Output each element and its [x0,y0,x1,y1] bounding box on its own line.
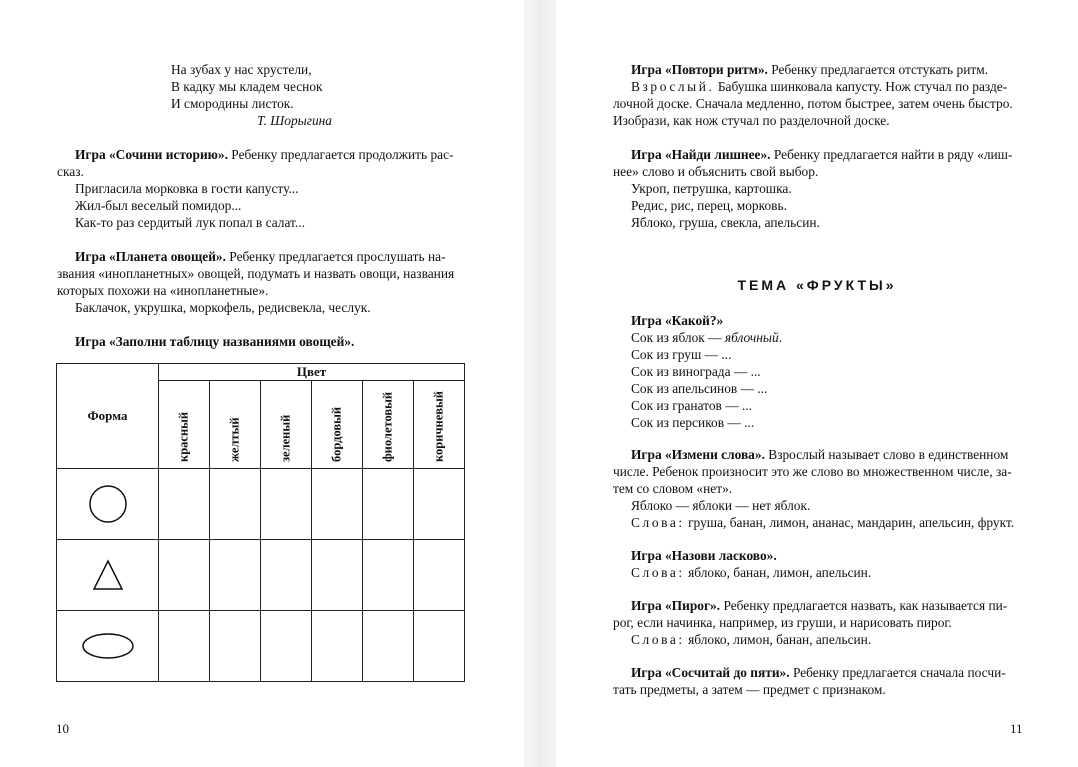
table-cell[interactable] [159,611,210,682]
triangle-icon [91,558,125,592]
color-label: красный [176,411,191,462]
example-line: Жил-был веселый помидор... [75,198,242,213]
example-line: Пригласила морковка в гости капусту... [75,181,299,196]
game-text: Ребенку предлагается продолжить рас- [227,147,454,162]
table-cell[interactable] [261,611,312,682]
table-cell[interactable] [414,540,465,611]
color-label: бордовый [329,406,344,462]
words-line [631,514,1014,531]
poem-line: На зубах у нас хрустели, [171,62,312,77]
game-text: Взрослый называет слово в единственном [764,447,1009,462]
game-title: Игра «Повтори ритм». [631,62,768,77]
example-line: Сок из груш — ... [631,347,732,362]
book-spine [524,0,556,767]
table-cell[interactable] [210,611,261,682]
game-text: Ребенку предлагается прослушать на- [225,249,446,264]
game-text: числе. Ребенок произносит это же слово во множественном числе, за- [613,464,1012,479]
game-title: Игра «Сосчитай до пяти». [631,665,790,680]
game-text: лочной доске. Сначала медленно, потом быстрее, затем очень быстро. [613,96,1013,111]
table-cell[interactable] [210,469,261,540]
color-column-header [159,381,210,469]
table-cell[interactable] [312,540,363,611]
color-label: желтый [227,417,242,462]
game-text: Ребенку предлагается сначала посчи- [789,665,1006,680]
table-cell[interactable] [159,469,210,540]
words-list: яблоко, лимон, банан, апельсин. [684,632,872,647]
table-cell[interactable] [363,611,414,682]
words-line [631,564,871,581]
game-paragraph [631,664,1006,681]
words-line [631,631,871,648]
form-header: Форма [57,364,159,469]
example-line: Редис, рис, перец, морковь. [631,198,787,213]
game-text: звания «инопланетных» овощей, подумать и назвать овощи, названия [57,266,455,281]
example-line: Сок из апельсинов — ... [631,381,768,396]
game-paragraph [631,61,988,78]
poem-line: И смородины листок. [171,96,294,111]
words-list: яблоко, банан, лимон, апельсин. [684,565,872,580]
table-cell[interactable] [159,540,210,611]
game-paragraph [631,146,1012,163]
game-paragraph [631,78,1007,95]
game-paragraph [631,446,1008,463]
game-paragraph [75,146,453,163]
example-line: Баклачок, укрушка, моркофель, редисвекла, чеслук. [75,300,371,315]
game-text: Ребенку предлагается найти в ряду «лиш- [770,147,1013,162]
circle-icon [88,484,128,524]
table-cell[interactable] [312,469,363,540]
example-line: Яблоко, груша, свекла, апельсин. [631,215,820,230]
shape-cell [57,611,159,682]
example-line: Как-то раз сердитый лук попал в салат... [75,215,305,230]
table-cell[interactable] [210,540,261,611]
game-text: Бабушка шинковала капусту. Нож стучал по разде- [714,79,1008,94]
color-column-header [414,381,465,469]
game-title: Игра «Сочини историю». [75,147,228,162]
words-label: Слова: [631,632,685,647]
game-title: Игра «Какой?» [631,313,724,328]
page-number: 10 [56,721,69,736]
table-row [57,540,465,611]
fill-in-table [56,363,465,682]
game-title: Игра «Планета овощей». [75,249,226,264]
color-header: Цвет [159,364,465,381]
table-cell[interactable] [363,469,414,540]
color-label: коричневый [431,391,446,462]
color-column-header [312,381,363,469]
game-title: Игра «Заполни таблицу названиями овощей». [75,334,355,349]
game-text: Ребенку предлагается назвать, как называется пи- [720,598,1008,613]
game-text: тать предметы, а затем — предмет с признаком. [613,682,886,697]
game-text: рог, если начинка, например, из груши, и нарисовать пирог. [613,615,952,630]
table-cell[interactable] [363,540,414,611]
example-line: Укроп, петрушка, картошка. [631,181,792,196]
game-title: Игра «Найди лишнее». [631,147,771,162]
table-cell[interactable] [414,469,465,540]
example-line: Сок из винограда — ... [631,364,761,379]
game-text: тем со словом «нет». [613,481,733,496]
game-title: Игра «Пирог». [631,598,721,613]
color-column-header [210,381,261,469]
shape-cell [57,540,159,611]
color-label: фиолетовый [380,391,395,462]
table-cell[interactable] [312,611,363,682]
game-text: нее» слово и объяснить свой выбор. [613,164,819,179]
adult-label: Взрослый. [631,79,715,94]
game-text: сказ. [57,164,84,179]
words-list: груша, банан, лимон, ананас, мандарин, апельсин, фрукт. [684,515,1015,530]
left-page [0,0,524,767]
game-text: Ребенку предлагается отстукать ритм. [767,62,989,77]
page-number: 11 [1010,721,1023,736]
punctuation: . [778,330,783,345]
words-label: Слова: [631,515,685,530]
example-text: Сок из яблок — [631,330,725,345]
game-title: Игра «Назови ласково». [631,548,777,563]
color-column-header [363,381,414,469]
table-cell[interactable] [261,469,312,540]
example-line: Сок из гранатов — ... [631,398,752,413]
game-text: Изобрази, как нож стучал по разделочной доске. [613,113,890,128]
color-column-header [261,381,312,469]
shape-cell [57,469,159,540]
game-paragraph [75,248,446,265]
section-title: ТЕМА «ФРУКТЫ» [737,277,897,293]
table-cell[interactable] [414,611,465,682]
ellipse-icon [81,631,135,661]
game-title: Игра «Измени слова». [631,447,765,462]
game-paragraph [631,597,1007,614]
game-text: которых похожи на «инопланетные». [57,283,269,298]
table-cell[interactable] [261,540,312,611]
example-line: Яблоко — яблоки — нет яблок. [631,498,811,513]
example-line: Сок из персиков — ... [631,415,755,430]
poem-author: Т. Шорыгина [257,113,332,128]
poem-line: В кадку мы кладем чеснок [171,79,323,94]
color-label: зеленый [278,414,293,462]
example-answer: яблочный [724,330,779,345]
right-page [556,0,1078,767]
table-row [57,611,465,682]
table-row [57,469,465,540]
example-line [631,329,782,346]
words-label: Слова: [631,565,685,580]
